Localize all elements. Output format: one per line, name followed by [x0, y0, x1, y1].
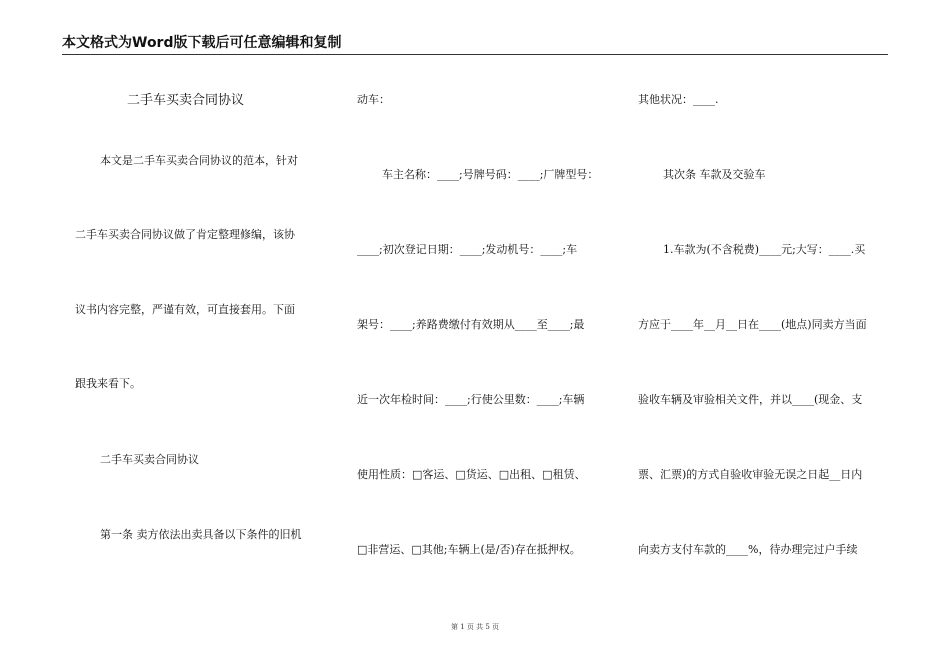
middle-column — [357, 0, 612, 600]
paragraph-line: 动车： — [357, 93, 390, 106]
paragraph-line: 架号：____;养路费缴付有效期从____至____;最 — [357, 318, 585, 331]
paragraph-line: ____;初次登记日期：____;发动机号：____;车 — [357, 243, 578, 256]
paragraph-line: 跟我来看下。 — [75, 377, 141, 390]
paragraph-line: □非营运、□其他;车辆上(是/否)存在抵押权。 — [357, 543, 581, 556]
paragraph-line: 票、汇票)的方式自验收审验无误之日起__日内 — [638, 468, 863, 481]
right-column — [638, 0, 888, 600]
paragraph-line: 向卖方支付车款的____%，待办理完过户手续 — [638, 543, 858, 556]
section-heading: 二手车买卖合同协议 — [100, 453, 199, 466]
paragraph-line: 车主名称：____;号牌号码：____;厂牌型号： — [382, 168, 599, 181]
page-number: 第 1 页 共 5 页 — [450, 623, 500, 631]
header-title: 本文格式为Word版下载后可任意编辑和复制 — [62, 35, 342, 51]
paragraph-line: 近一次年检时间：____;行使公里数：____;车辆 — [357, 393, 585, 406]
paragraph-line: 1.车款为(不含税费)____元;大写：____.买 — [663, 243, 866, 256]
section-heading: 其次条 车款及交验车 — [663, 168, 766, 181]
left-column — [62, 0, 332, 600]
paragraph-line: 二手车买卖合同协议做了肯定整理修编，该协 — [75, 228, 295, 241]
paragraph-line: 验收车辆及审验相关文件，并以____(现金、支 — [638, 393, 863, 406]
paragraph-line: 第一条 卖方依法出卖具备以下条件的旧机 — [100, 528, 302, 541]
paragraph-line: 本文是二手车买卖合同协议的范本，针对 — [100, 154, 298, 167]
paragraph-line: 议书内容完整，严谨有效，可直接套用。下面 — [75, 303, 295, 316]
paragraph-line: 使用性质：□客运、□货运、□出租、□租赁、 — [357, 468, 586, 481]
paragraph-line: 其他状况：____. — [638, 93, 719, 106]
paragraph-line: 方应于____年__月__日在____(地点)同卖方当面 — [638, 318, 867, 331]
document-title: 二手车买卖合同协议 — [127, 93, 245, 108]
